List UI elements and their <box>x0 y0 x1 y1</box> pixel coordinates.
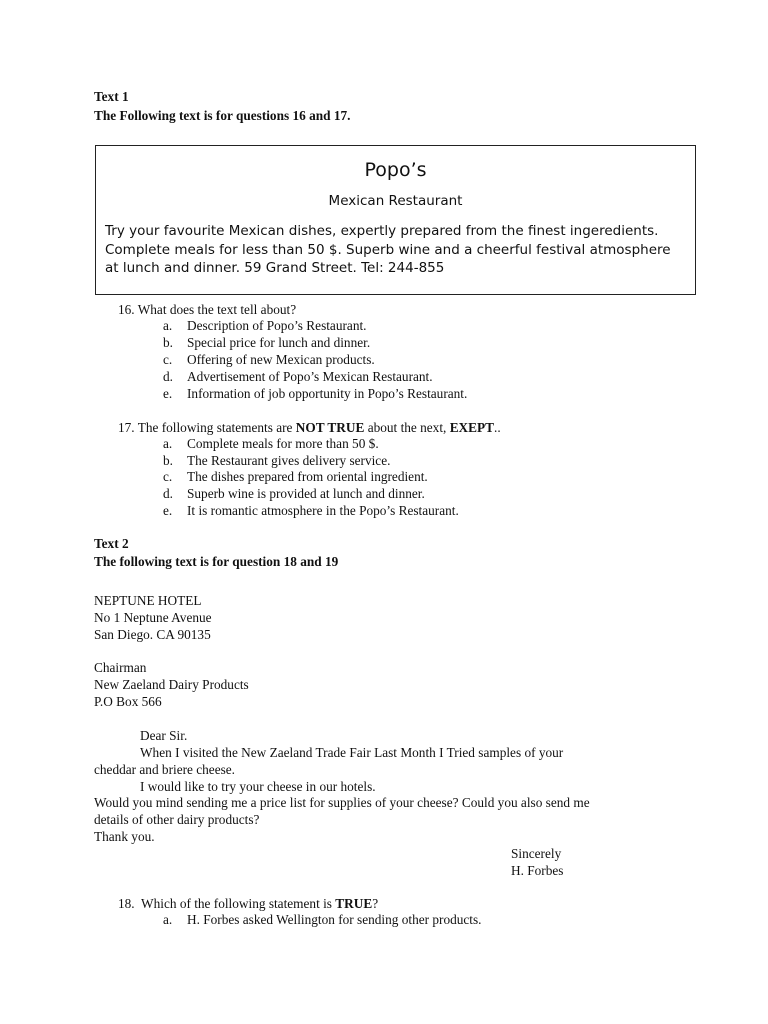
option-letter: e. <box>163 386 173 401</box>
q17-option-d <box>163 486 425 503</box>
option-letter: d. <box>163 369 173 384</box>
question-emphasis-not-true: NOT TRUE <box>295 420 365 435</box>
text1-heading: Text 1 <box>94 89 129 104</box>
question-18 <box>118 895 378 912</box>
letter-paragraph-1-line-2: cheddar and briere cheese. <box>94 762 236 777</box>
option-text: The dishes prepared from oriental ingredient. <box>187 469 428 484</box>
q17-option-a <box>163 436 379 453</box>
letter-signature: H. Forbes <box>511 863 564 878</box>
sender-line-1: NEPTUNE HOTEL <box>94 593 202 608</box>
option-letter: d. <box>163 486 173 501</box>
option-letter: b. <box>163 335 173 350</box>
advertisement-box <box>95 145 696 295</box>
option-text: Advertisement of Popo’s Mexican Restaurant. <box>187 369 433 384</box>
recipient-line-1: Chairman <box>94 660 147 675</box>
question-text-start: Which of the following statement is <box>141 896 336 911</box>
salutation: Dear Sir. <box>140 728 188 743</box>
question-number: 18. <box>118 896 135 911</box>
option-text: Offering of new Mexican products. <box>187 352 375 367</box>
sender-line-2: No 1 Neptune Avenue <box>94 610 212 625</box>
option-letter: a. <box>163 912 173 927</box>
question-number: 17. <box>118 420 135 435</box>
option-text: Information of job opportunity in Popo’s Restaurant. <box>187 386 468 401</box>
q16-option-a <box>163 318 366 335</box>
letter-thanks: Thank you. <box>94 829 155 844</box>
recipient-line-2: New Zaeland Dairy Products <box>94 677 249 692</box>
q17-option-e <box>163 503 459 520</box>
text2-heading: Text 2 <box>94 536 129 551</box>
q16-option-e <box>163 386 467 403</box>
question-text-end: .. <box>494 420 501 435</box>
letter-paragraph-1-line-1: When I visited the New Zaeland Trade Fair Last Month I Tried samples of your <box>140 745 564 760</box>
question-text: What does the text tell about? <box>137 302 297 317</box>
option-letter: e. <box>163 503 173 518</box>
option-letter: a. <box>163 318 173 333</box>
q18-option-a <box>163 912 482 929</box>
sender-line-3: San Diego. CA 90135 <box>94 627 211 642</box>
text1-instruction: The Following text is for questions 16 and 17. <box>94 108 351 123</box>
question-emphasis-exept: EXEPT <box>449 420 495 435</box>
letter-paragraph-3-line-1: Would you mind sending me a price list for supplies of your cheese? Could you also send me <box>94 795 590 810</box>
option-text: Superb wine is provided at lunch and dinner. <box>187 486 425 501</box>
question-emphasis-true: TRUE <box>335 896 373 911</box>
question-16 <box>118 301 296 318</box>
ad-title: Popo’s <box>364 159 427 181</box>
option-text: H. Forbes asked Wellington for sending other products. <box>187 912 482 927</box>
letter-paragraph-3-line-2: details of other dairy products? <box>94 812 260 827</box>
q17-option-c <box>163 469 428 486</box>
option-letter: a. <box>163 436 173 451</box>
option-letter: c. <box>163 352 173 367</box>
option-text: Complete meals for more than 50 $. <box>187 436 379 451</box>
letter-closing: Sincerely <box>511 846 562 861</box>
letter-paragraph-2: I would like to try your cheese in our hotels. <box>140 779 376 794</box>
question-17 <box>118 419 501 436</box>
question-text-mid: about the next, <box>364 420 450 435</box>
option-text: Description of Popo’s Restaurant. <box>187 318 367 333</box>
option-text: Special price for lunch and dinner. <box>187 335 371 350</box>
question-text-start: The following statements are <box>137 420 296 435</box>
recipient-line-3: P.O Box 566 <box>94 694 162 709</box>
question-text-end: ? <box>372 896 379 911</box>
q17-option-b <box>163 453 390 470</box>
q16-option-d <box>163 369 433 386</box>
option-letter: c. <box>163 469 173 484</box>
option-text: The Restaurant gives delivery service. <box>187 453 391 468</box>
option-letter: b. <box>163 453 173 468</box>
question-number: 16. <box>118 302 135 317</box>
q16-option-b <box>163 335 370 352</box>
text2-instruction: The following text is for question 18 and 19 <box>94 554 339 569</box>
ad-body: Try your favourite Mexican dishes, expertly prepared from the finest ingeredients. Complete meals for less than 50 $. Superb wine and a cheerful festival atmosphere at lunch and dinner. 59 Grand Street. Tel: 244-855 <box>105 223 671 277</box>
option-text: It is romantic atmosphere in the Popo’s Restaurant. <box>187 503 459 518</box>
ad-subtitle: Mexican Restaurant <box>328 193 463 209</box>
q16-option-c <box>163 352 375 369</box>
